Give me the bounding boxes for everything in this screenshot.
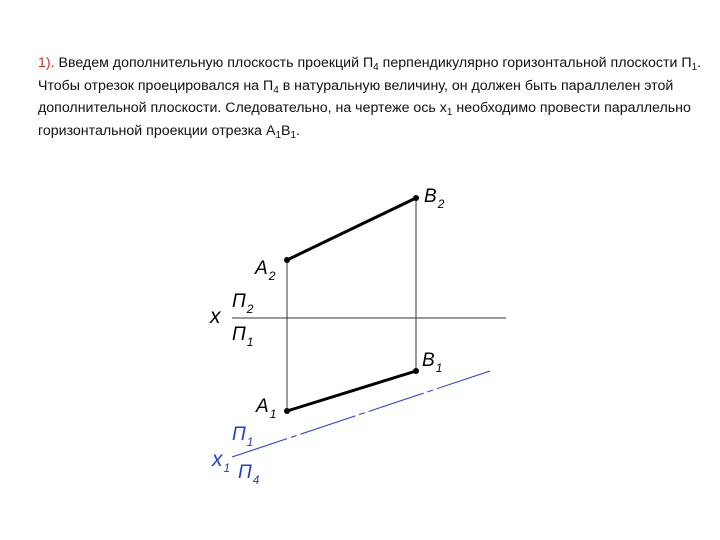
label-b2: $B_2$: [424, 186, 445, 211]
label-axis-x: x: [210, 305, 221, 328]
subscript-1: 4: [373, 62, 379, 73]
subscript-4: 1: [446, 107, 453, 119]
text-part-2: перпендикулярно горизонтальной плоскости П: [378, 55, 692, 71]
label-a2: $A_2$: [255, 258, 276, 283]
subscript-3: 4: [273, 84, 279, 96]
point-a2: [284, 257, 290, 263]
text-part-5: необходимо провести параллельно горизонтальной проекции отрезка A: [38, 100, 691, 139]
subscript-5: 1: [275, 129, 282, 141]
text-part-3: . Чтобы отрезок проецировался на П: [38, 55, 702, 94]
point-b2: [413, 195, 419, 201]
segment-a2b2: [287, 198, 416, 260]
subscript-6: 1: [290, 129, 297, 141]
segment-a1b1: [287, 371, 416, 411]
label-axis-p1: $П_1$: [232, 324, 254, 349]
point-b1: [413, 368, 419, 374]
text-part-4: в натуральную величину, он должен быть параллелен этой дополнительной плоскости. Следовательно, на чертеже ось x: [38, 77, 674, 117]
text-part-7: .: [296, 122, 301, 139]
point-a1: [284, 408, 290, 414]
label-a1: $A_1$: [256, 396, 277, 421]
step-number: 1).: [38, 55, 55, 71]
text-part-1: Введем дополнительную плоскость проекций П: [58, 55, 374, 71]
text-part-6: B: [281, 122, 291, 139]
label-b1: $B_1$: [422, 350, 443, 375]
label-axis-x1-p1: $П_1$: [232, 424, 254, 449]
subscript-2: 1: [691, 62, 698, 73]
label-axis-p2: $П_2$: [232, 291, 254, 316]
label-axis-x1-p4: $П_4$: [238, 462, 260, 487]
label-axis-x1: $x_1$: [212, 448, 231, 475]
